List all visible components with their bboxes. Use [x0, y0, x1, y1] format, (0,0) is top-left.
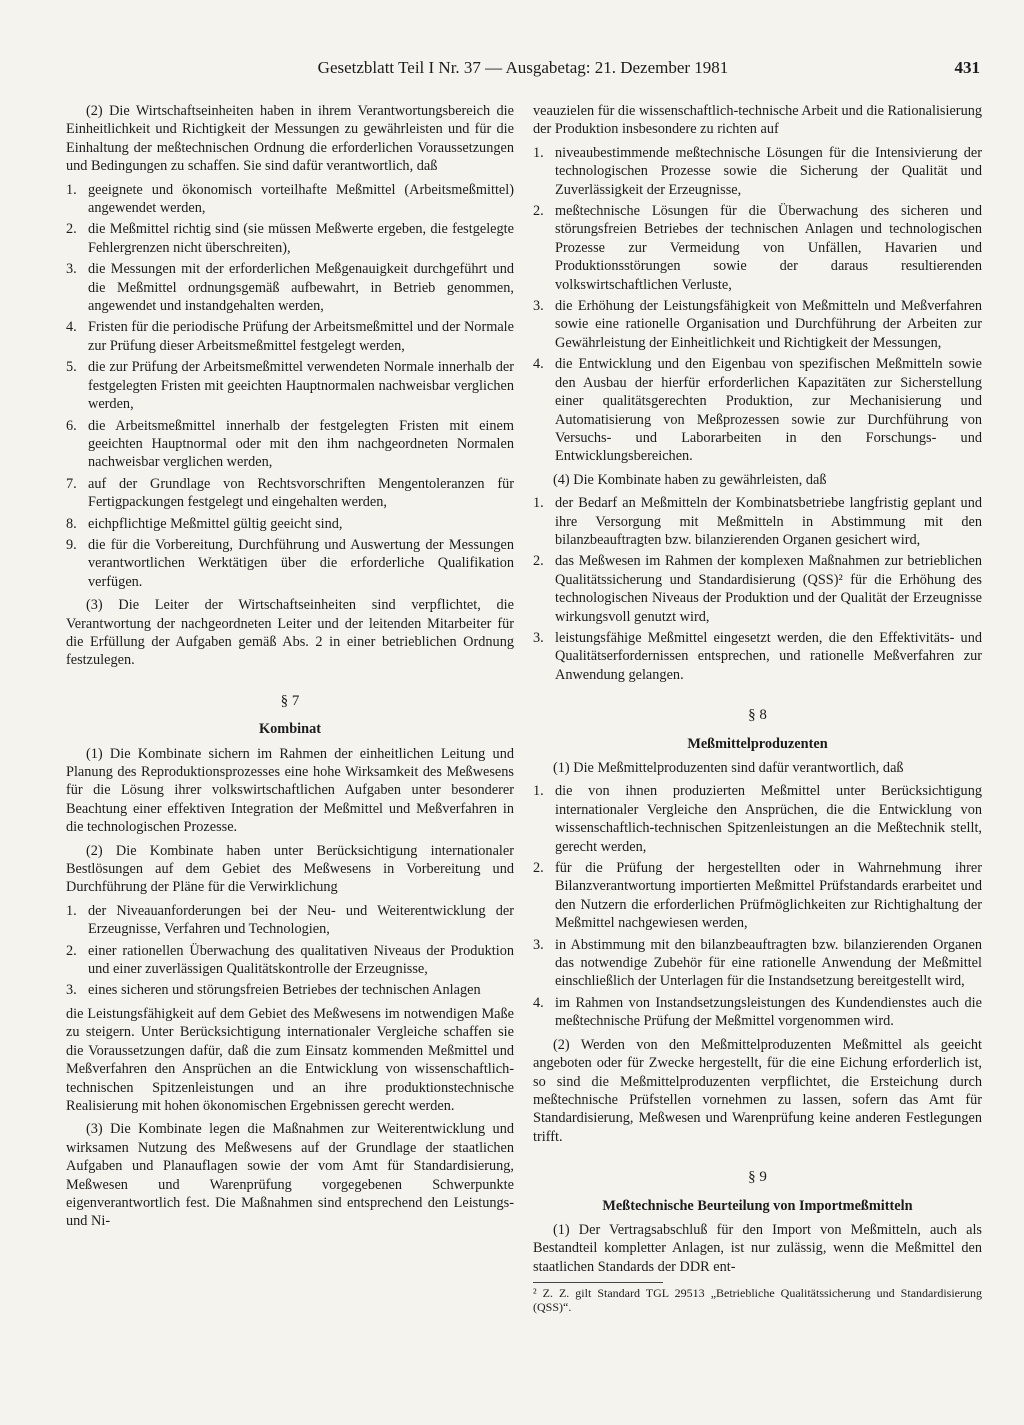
list-item-number: 8.: [66, 515, 77, 532]
list-item-number: 1.: [533, 783, 544, 800]
section-number: § 9: [748, 1169, 767, 1186]
list-item-text: leistungsfähige Meßmittel eingesetzt werden, die den Effektivitäts- und Qualitätserfordernissen entsprechen, und rationelle Meßverfahren zur Anwendung gelangen.: [555, 629, 982, 683]
list-item-text: im Rahmen von Instandsetzungsleistungen des Kundendienstes auch die meßtechnische Prüfung der Meßmittel vorgenommen wird.: [555, 994, 982, 1030]
list-item: [66, 981, 514, 999]
list-item-number: 1.: [66, 181, 77, 198]
list-item-number: 3.: [66, 982, 77, 999]
list-item-text: das Meßwesen im Rahmen der komplexen Maßnahmen zur betrieblichen Qualitätssicherung und Standardisierung (QSS)² für die Erhöhung des technologischen Niveaus der Produktion und der Qualität der Erzeugnisse wirkungsvoll genutzt wird,: [555, 553, 982, 625]
list-item: [533, 936, 982, 991]
paragraph-6-2-intro: (2) Die Wirtschaftseinheiten haben in ihrem Verantwortungsbereich die Einheitlichkeit und Richtigkeit der Messungen zu gewährleisten und für die Einhaltung der meßtechnischen Ordnung die erforderlichen Voraussetzungen und Bedingungen zu schaffen. Sie sind dafür verantwortlich, daß: [66, 103, 514, 175]
list-item-number: 2.: [533, 553, 544, 570]
list-item-number: 1.: [66, 902, 77, 919]
list-item-text: eines sicheren und störungsfreien Betriebes der technischen Anlagen: [88, 982, 481, 999]
journal-title: Gesetzblatt Teil I Nr. 37 — Ausgabetag: 21. Dezember 1981: [317, 58, 729, 77]
list-item-text: in Abstimmung mit den bilanzbeauftragten bzw. bilanzierenden Organen das notwendige Zubehör für eine rationelle Anwendung der Meßmittel einschließlich der Unterlagen für die Instandsetzung bereitgestellt wird,: [555, 936, 982, 990]
list-item: [66, 902, 514, 939]
left-column: [66, 102, 514, 1236]
list-item-number: 3.: [66, 261, 77, 278]
list-item-text: die Erhöhung der Leistungsfähigkeit von Meßmitteln und Meßverfahren sowie eine rationelle Organisation und Durchführung der Arbeiten zur Gewährleistung der Einheitlichkeit und Richtigkeit der Messungen,: [555, 298, 982, 351]
footnote: ² Z. Z. gilt Standard TGL 29513 „Betriebliche Qualitätssicherung und Standardisierung (QSS)“.: [533, 1286, 982, 1315]
list-item: [533, 552, 982, 626]
list-item-text: die Entwicklung und den Eigenbau von spezifischen Meßmitteln sowie den Ausbau der hierfür erforderlichen Kapazitäten zur Sicherstellung einer qualitätsgerechten Produktion, zur Mechanisierung und Automatisierung von Meßprozessen sowie zur Durchführung von Versuchs- und Laborarbeiten in den Forschungs- und Entwicklungsbereichen.: [555, 356, 982, 465]
paragraph-7-2-intro: (2) Die Kombinate haben unter Berücksichtigung internationaler Bestlösungen auf dem Gebiet des Meßwesens in Vorbereitung und Durchführung der Pläne für die Verwirklichung: [66, 842, 514, 896]
list-item-number: 4.: [66, 319, 77, 336]
list-item-text: die Messungen mit der erforderlichen Meßgenauigkeit durchgeführt und die Meßmittel ordnungsgemäß aufbewahrt, in Betrieb genommen, angewendet und instandgehalten werden,: [88, 261, 514, 315]
list-item: [533, 629, 982, 684]
list-item-number: 2.: [66, 942, 77, 959]
paragraph-8-2: (2) Werden von den Meßmittelproduzenten Meßmittel als geeicht angeboten oder für Zwecke hergestellt, für die eine Eichung erforderlich ist, so sind die Meßmittelproduzenten verpflichtet, die Ersteichung durch meßtechnische Prüfstellen vornehmen zu lassen, sofern das Amt für Standardisierung, Meßwesen und Warenprüfung keine anderen Festlegungen trifft.: [533, 1036, 982, 1145]
paragraph-7-3: (3) Die Kombinate legen die Maßnahmen zur Weiterentwicklung und wirksamen Nutzung des Meßwesens auf der Grundlage der staatlichen Aufgaben und Planauflagen sowie der vom Amt für Standardisierung, Meßwesen und Warenprüfung vorgegebenen Schwerpunkte eigenverantwortlich fest. Die Maßnahmen sind entsprechend den Leistungs- und Ni-: [66, 1121, 514, 1230]
list-item: [533, 782, 982, 856]
section-number: § 7: [280, 692, 300, 709]
list-item-number: 7.: [66, 475, 77, 492]
list-7-2: [66, 902, 514, 1000]
section-8-heading: [533, 706, 982, 753]
list-item-number: 4.: [533, 356, 544, 373]
list-8-1: [533, 782, 982, 1030]
list-item: [66, 515, 514, 533]
page-number: 431: [954, 58, 980, 77]
footnote-rule: [533, 1282, 663, 1283]
list-item-number: 3.: [533, 629, 544, 646]
paragraph-8-1-intro: (1) Die Meßmittelproduzenten sind dafür verantwortlich, daß: [553, 760, 904, 776]
paragraph-9-1: (1) Der Vertragsabschluß für den Import von Meßmitteln, auch als Bestandteil kompletter Anlagen, ist nur zulässig, wenn die Meßmittel den staatlichen Standards der DDR ent-: [533, 1221, 982, 1275]
list-item-text: Fristen für die periodische Prüfung der Arbeitsmeßmittel und der Normale zur Prüfung dieser Arbeitsmeßmittel festgelegt werden,: [88, 319, 514, 354]
list-item: [533, 144, 982, 199]
list-item: [533, 859, 982, 933]
list-item-text: die Arbeitsmeßmittel innerhalb der festgelegten Fristen mit einem geeichten Hauptnormal oder mit den ihm nachgeordneten Normalen nachweisbar verglichen werden,: [88, 417, 514, 471]
list-item: [533, 297, 982, 352]
section-number: § 8: [748, 707, 767, 724]
list-item: [66, 358, 514, 413]
list-item-number: 3.: [533, 936, 544, 953]
list-item: [66, 220, 514, 257]
list-item-number: 4.: [533, 994, 544, 1011]
list-item-number: 3.: [533, 298, 544, 315]
list-item-number: 2.: [66, 221, 77, 238]
list-item-number: 9.: [66, 536, 77, 553]
list-item-text: eichpflichtige Meßmittel gültig geeicht sind,: [88, 515, 343, 532]
list-item: [66, 260, 514, 315]
list-item: [533, 355, 982, 465]
list-item: [66, 181, 514, 218]
list-item-number: 2.: [533, 860, 544, 877]
list-6-2: [66, 181, 514, 592]
list-item-text: niveaubestimmende meßtechnische Lösungen für die Intensivierung der technologischen Prozesse sowie die Sicherung der Qualität und Zuverlässigkeit der Erzeugnisse,: [555, 144, 982, 198]
list-7-3: [533, 144, 982, 466]
right-column: [533, 102, 982, 1314]
list-item-text: auf der Grundlage von Rechtsvorschriften Mengentoleranzen für Fertigpackungen festgelegt und eingehalten werden,: [88, 475, 514, 511]
paragraph-6-3: (3) Die Leiter der Wirtschaftseinheiten sind verpflichtet, die Verantwortung der nachgeordneten Leiter und der leitenden Mitarbeiter für die Erfüllung der Aufgaben gemäß Abs. 2 in einer betrieblichen Ordnung festzulegen.: [66, 597, 514, 669]
section-title: Meßtechnische Beurteilung von Importmeßmitteln: [602, 1197, 913, 1214]
section-9-heading: [533, 1168, 982, 1215]
list-item-text: geeignete und ökonomisch vorteilhafte Meßmittel (Arbeitsmeßmittel) angewendet werden,: [88, 181, 514, 217]
list-item: [66, 475, 514, 512]
list-item: [533, 994, 982, 1031]
list-item-number: 6.: [66, 417, 77, 434]
list-item-text: die zur Prüfung der Arbeitsmeßmittel verwendeten Normale innerhalb der festgelegten Fristen mit geeichten Hauptnormalen nachweisbar verglichen werden,: [88, 359, 514, 413]
list-item-text: der Niveauanforderungen bei der Neu- und Weiterentwicklung der Erzeugnisse, Verfahren und Technologien,: [88, 902, 514, 938]
list-7-4: [533, 494, 982, 684]
list-item-text: einer rationellen Überwachung des qualitativen Niveaus der Produktion und einer zuverlässigen Qualitätskontrolle der Erzeugnisse,: [88, 942, 514, 978]
list-item-text: die von ihnen produzierten Meßmittel unter Berücksichtigung internationaler Vergleiche den Ansprüchen, die die Entwicklung von wissenschaftlich-technischen Spitzenleistungen an die Meßtechnik stellt, gerecht werden,: [555, 783, 982, 855]
section-title: Kombinat: [259, 721, 321, 738]
list-item-number: 1.: [533, 144, 544, 161]
paragraph-7-3-continued: veauzielen für die wissenschaftlich-technische Arbeit und die Rationalisierung der Produktion insbesondere zu richten auf: [533, 103, 983, 138]
paragraph-7-1: (1) Die Kombinate sichern im Rahmen der einheitlichen Leitung und Planung des Reproduktionsprozesses eine hohe Wirksamkeit des Meßwesens für die Lösung ihrer volkswirtschaftlichen Aufgaben unter besonderer Beachtung einer effektiven Integration der Meßmittel und Meßverfahren in die technologischen Prozesse.: [66, 745, 514, 836]
list-item-text: die für die Vorbereitung, Durchführung und Auswertung der Messungen verantwortlichen Werktätigen über die erforderliche Qualifikation verfügen.: [88, 536, 514, 590]
list-item: [66, 417, 514, 472]
list-item: [66, 536, 514, 591]
section-7-heading: [66, 692, 514, 739]
list-item: [533, 202, 982, 294]
list-item-text: der Bedarf an Meßmitteln der Kombinatsbetriebe langfristig geplant und ihre Versorgung mit Meßmitteln in Abstimmung mit den bilanzbeauftragten bzw. bilanzierenden Organen gesichert wird,: [555, 495, 982, 548]
list-item-text: meßtechnische Lösungen für die Überwachung des sicheren und störungsfreien Betriebes der technischen Anlagen und technologischen Prozesse zur Vermeidung von Unfällen, Havarien und Produktionsstörungen sowie der daraus resultierenden volkswirtschaftlichen Verluste,: [555, 203, 982, 293]
section-title: Meßmittelproduzenten: [687, 735, 828, 752]
list-item-number: 5.: [66, 359, 77, 376]
list-item-text: für die Prüfung der hergestellten oder in Wahrnehmung ihrer Bilanzverantwortung importierten Meßmittel Prüfstandards erarbeitet und den Nutzern die erforderlichen Prüfmöglichkeiten zur Richtighaltung der Meßmittel nachgewiesen werden,: [555, 860, 982, 932]
list-item-number: 1.: [533, 495, 544, 512]
paragraph-7-4-intro: (4) Die Kombinate haben zu gewährleisten, daß: [553, 471, 827, 488]
list-item: [66, 942, 514, 979]
list-item-number: 2.: [533, 203, 544, 220]
page-header: [66, 58, 980, 88]
list-item-text: die Meßmittel richtig sind (sie müssen Meßwerte ergeben, die festgelegte Fehlergrenzen nicht überschreiten),: [88, 221, 514, 256]
list-item: [66, 318, 514, 355]
paragraph-7-2-continued: die Leistungsfähigkeit auf dem Gebiet des Meßwesens im notwendigen Maße zu steigern. Unter Berücksichtigung internationaler Vergleiche schaffen sie die Voraussetzungen dafür, daß die zum Einsatz kommenden Meßmittel und Meßverfahren den Ansprüchen an die Entwicklung von wissenschaftlich-technischen Spitzenleistungen und an ihre produktionstechnische Realisierung mit hohen ökonomischen Ergebnissen gerecht werden.: [66, 1005, 514, 1114]
list-item: [533, 494, 982, 549]
